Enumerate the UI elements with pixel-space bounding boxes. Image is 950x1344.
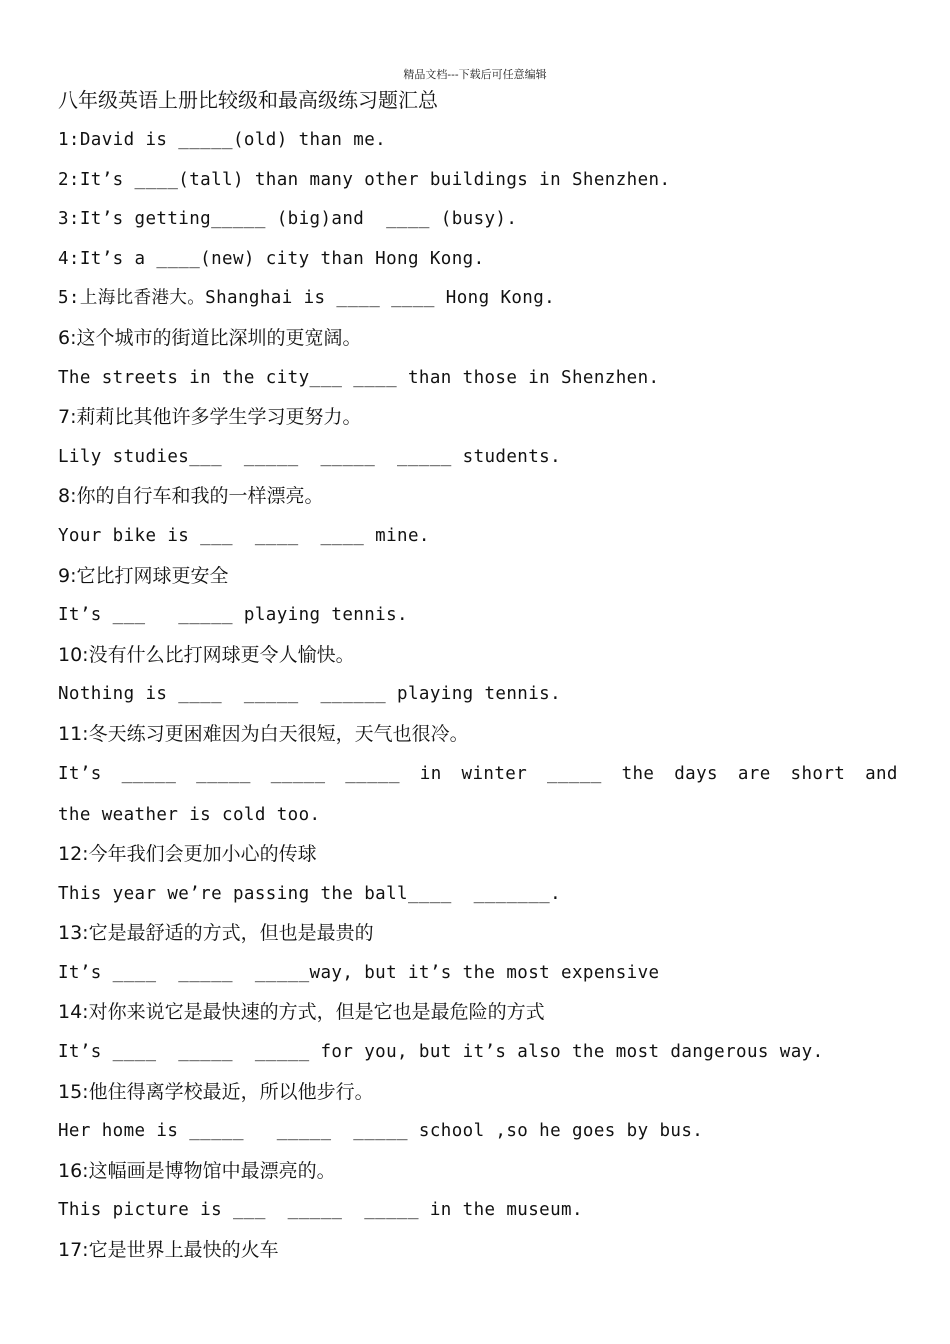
- document-title: 八年级英语上册比较级和最高级练习题汇总: [58, 88, 438, 112]
- exercise-prompt: 12:今年我们会更加小心的传球: [58, 843, 317, 866]
- exercise-line: Nothing is ____ _____ ______ playing tennis.: [58, 684, 562, 705]
- exercise-prompt: 6:这个城市的街道比深圳的更宽阔。: [58, 326, 362, 349]
- blank: _____: [196, 763, 251, 784]
- exercise-prompt: 16:这幅画是博物馆中最漂亮的。: [58, 1159, 336, 1182]
- exercise-line: 5:上海比香港大。Shanghai is ____ ____ Hong Kong.: [58, 288, 556, 309]
- exercise-prompt: 8:你的自行车和我的一样漂亮。: [58, 485, 324, 508]
- exercise-line: This picture is ___ _____ _____ in the museum.: [58, 1200, 583, 1221]
- exercise-line: It’s ____ _____ _____ for you, but it’s also the most dangerous way.: [58, 1042, 824, 1063]
- blank: _____: [270, 763, 326, 784]
- word: short: [790, 763, 846, 784]
- blank: _____: [345, 763, 400, 784]
- exercise-line: It’s ___ _____ playing tennis.: [58, 605, 408, 626]
- exercise-prompt: 7:莉莉比其他许多学生学习更努力。: [58, 406, 362, 429]
- exercise-prompt: 15:他住得离学校最近，所以他步行。: [58, 1080, 374, 1103]
- word: in: [419, 763, 442, 784]
- exercise-line: the weather is cold too.: [58, 804, 321, 825]
- exercise-line: It’s ____ _____ _____way, but it’s the most expensive: [58, 962, 660, 983]
- exercise-prompt: 17:它是世界上最快的火车: [58, 1239, 279, 1262]
- word: are: [737, 763, 771, 784]
- exercise-list: [58, 126, 898, 1276]
- exercise-line: 1:David is _____(old) than me.: [58, 130, 387, 150]
- blank: _____: [121, 763, 177, 784]
- exercise-line-justified: [58, 760, 898, 801]
- exercise-prompt: 10:没有什么比打网球更令人愉快。: [58, 643, 355, 666]
- exercise-prompt: 13:它是最舒适的方式，但也是最贵的: [58, 922, 374, 945]
- word: and: [865, 763, 898, 784]
- exercise-line: Lily studies___ _____ _____ _____ students.: [58, 446, 562, 467]
- exercise-line: This year we’re passing the ball____ _______.: [58, 883, 562, 904]
- exercise-line: Her home is _____ _____ _____ school ,so he goes by bus.: [58, 1121, 704, 1142]
- exercise-line: 3:It’s getting_____ (big)and ____ (busy).: [58, 209, 518, 230]
- exercise-prompt: 9:它比打网球更安全: [58, 564, 229, 587]
- word: It’s: [58, 763, 102, 784]
- exercise-line: The streets in the city___ ____ than those in Shenzhen.: [58, 367, 660, 388]
- blank: _____: [547, 763, 602, 784]
- exercise-prompt: 11:冬天练习更困难因为白天很短，天气也很冷。: [58, 722, 469, 745]
- exercise-prompt: 14:对你来说它是最快速的方式，但是它也是最危险的方式: [58, 1001, 545, 1024]
- exercise-line: Your bike is ___ ____ ____ mine.: [58, 525, 430, 546]
- exercise-line: 4:It’s a ____(new) city than Hong Kong.: [58, 248, 485, 269]
- word: days: [674, 763, 718, 784]
- word: winter: [461, 763, 528, 784]
- exercise-line: 2:It’s ____(tall) than many other buildings in Shenzhen.: [58, 169, 671, 190]
- word: the: [621, 763, 655, 784]
- header-note: 精品文档---下载后可任意编辑: [403, 68, 547, 81]
